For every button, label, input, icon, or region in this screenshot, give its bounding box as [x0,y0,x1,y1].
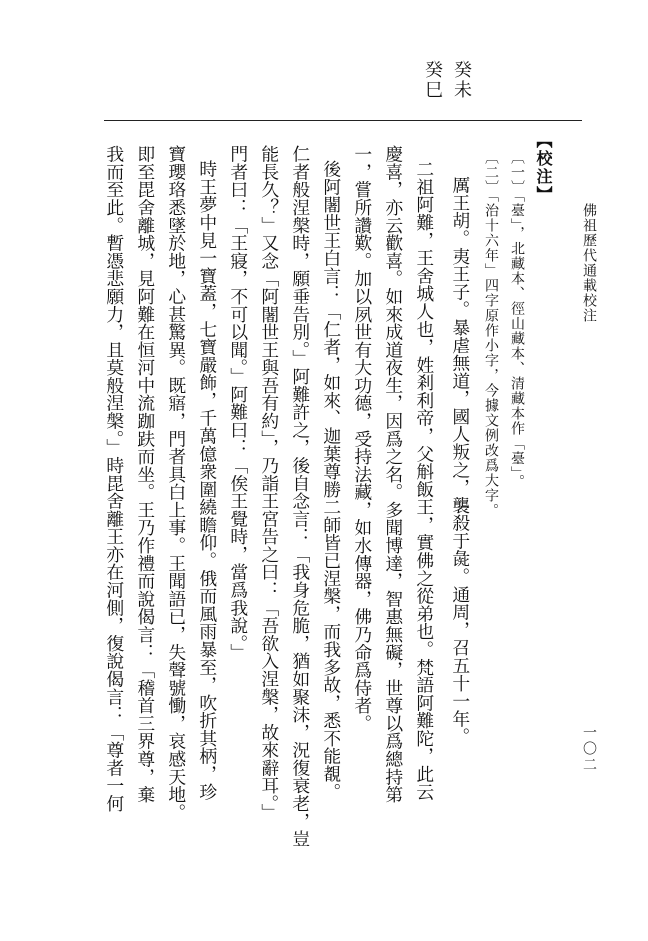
divider-line [104,120,582,121]
text-line-2: 二祖阿難，王舍城人也，姓剎利帝，父斛飯王，實佛之從弟也。梵語阿難陀，此云 [413,160,435,801]
running-title: 佛祖歷代通載校注 [581,203,597,323]
text-line-1: 厲王胡。夷王子。暴虐無道，國人叛之，襲殺于彘。通周，召五十一年。 [449,176,471,746]
text-line-3: 慶喜，亦云歡喜。如來成道夜生，因爲之名。多聞博達，智惠無礙，世尊以爲總持第 [382,145,404,804]
text-line-5: 後阿闍世王白言：「仁者，如來、迦葉尊勝二師皆已涅槃，而我多故，悉不能覩。 [320,160,342,801]
text-line-6: 仁者般涅槃時，願垂告別。」阿難許之，後自念言：「我身危脆，猶如聚沫，況復衰老，豈 [289,145,311,848]
collation-note: 〔一〕「臺」，北藏本、徑山藏本、清藏本作「臺」。 [509,150,525,489]
collation-heading: 【校注】 [534,132,553,204]
text-line-11: 即至毘舍離城，見阿難在恒河中流跏趺而坐。王乃作禮而說偈言：「稽首三界尊，棄 [134,145,156,804]
year-label-1: 癸未 [451,60,472,100]
year-label-2: 癸巳 [422,60,443,100]
text-line-10: 寶瓔珞悉墜於地，心甚驚異。既寤，門者具白上事。王聞語已，失聲號慟，哀感天地。 [165,145,187,822]
collation-note: 〔二〕「治十六年」四字原作小字，今據文例改爲大字。 [483,150,499,518]
text-line-8: 門者曰：「王寢，不可以聞。」阿難曰：「俟王覺時，當爲我說。」 [227,145,249,661]
page-number: 一〇二 [581,725,597,773]
text-line-4: 一，嘗所讚歎。加以夙世有大功德，受持法藏，如水傳器，佛乃命爲侍者。 [351,145,373,733]
text-line-7: 能長久？」又念「阿闍世王與吾有約」，乃詣王宮告之曰：「吾欲入涅槃，故來辭耳。」 [258,145,280,822]
text-line-9: 時王夢中見一寶蓋，七寶嚴飾，千萬億衆圍繞瞻仰。俄而風雨暴至，吹折其柄，珍 [196,160,218,801]
text-line-12: 我而至此。暫憑悲願力，且莫般涅槃。」時毘舍離王亦在河側，復說偈言：「尊者一何 [103,145,125,813]
